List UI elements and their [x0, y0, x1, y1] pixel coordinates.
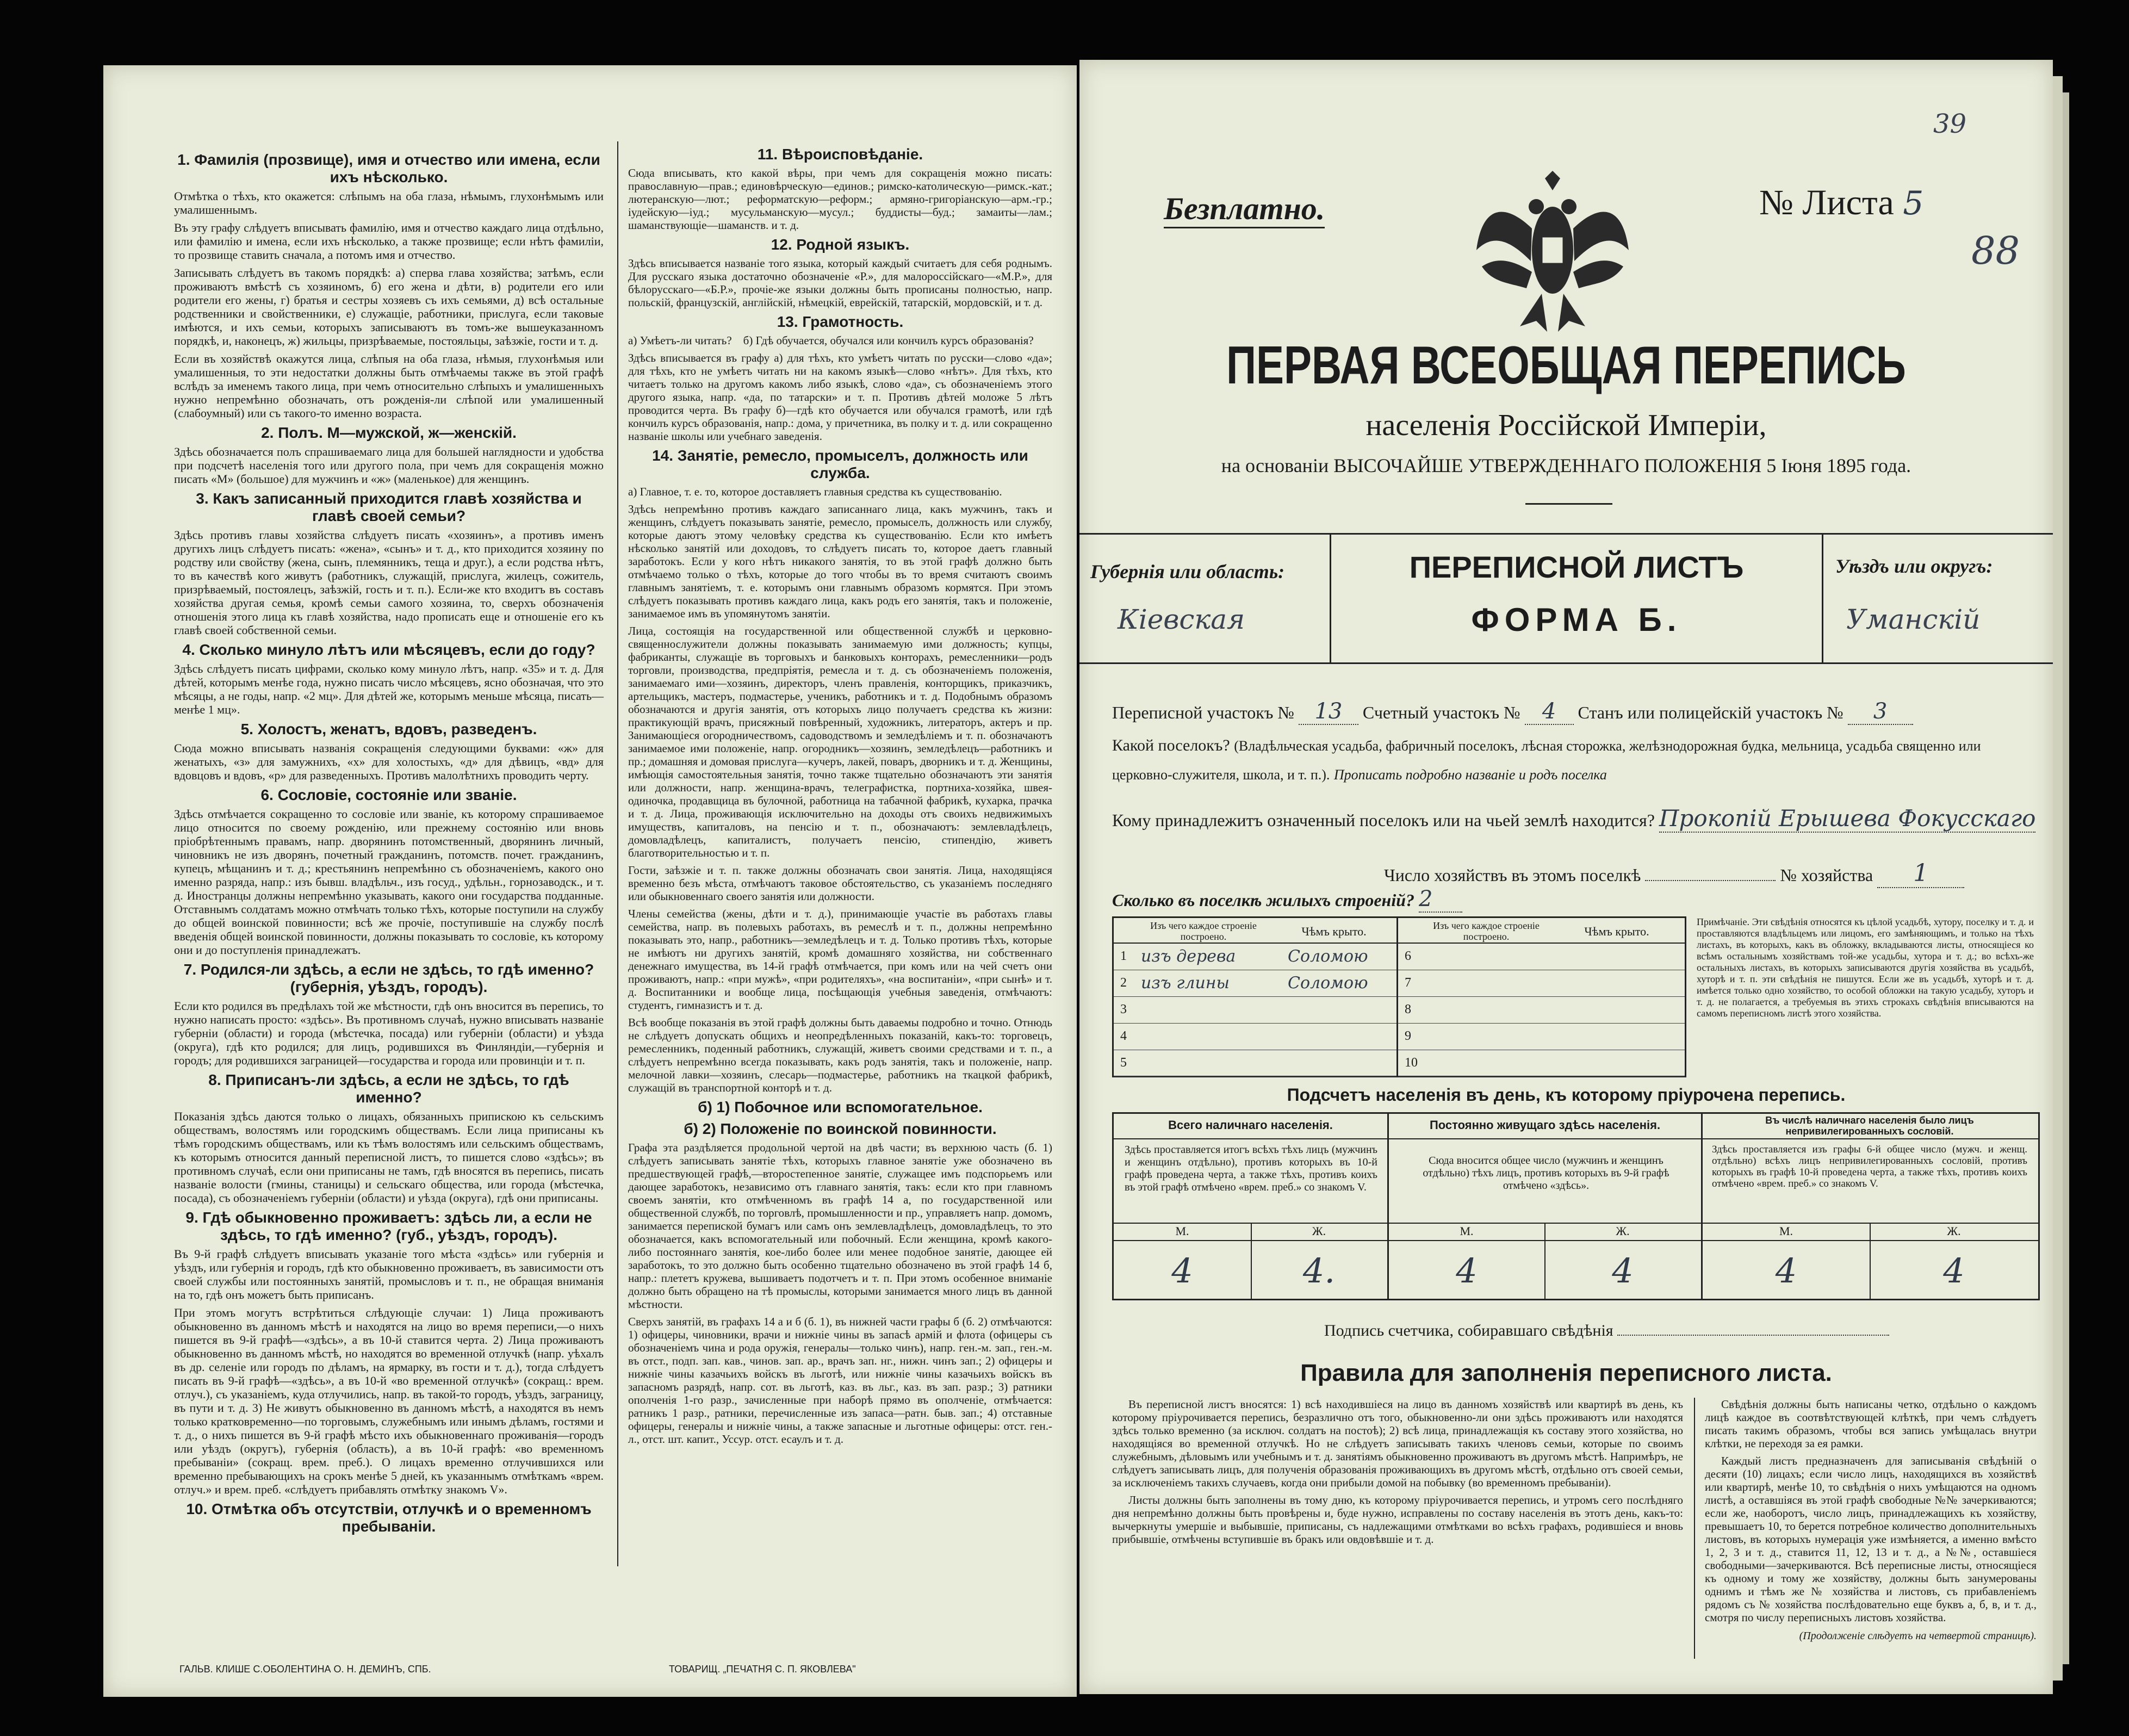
instruction-paragraph: Лица, состоящія на государственной или общественной службѣ и церковно-священнослужители должны показывать занимаемую ими должность; купцы, фабриканты, служащіе въ торговыхъ и банковыхъ конторахъ, ремесленники—родъ торговли, производства, предпріятія, ремесла и т. д. съ обозначеніемъ положенія, занимаемаго ими—хозяинъ, директоръ, членъ правленія, конторщикъ, приказчикъ, артельщикъ, мастеръ, подмастерье, ученикъ, работникъ и т. д. Подобнымъ образомъ обозначаются и другія занятія, отъ которыхъ лицо получаетъ средства къ жизни: практикующій врачъ, присяжный повѣренный, художникъ, литераторъ, актеръ и пр. Занимающіеся огородничествомъ, садоводствомъ и земледѣліемъ и т. п. обозначаютъ занимаемое ими положеніе, напр. огородникъ—хозяинъ, земледѣлецъ—работникъ и пр.; домашняя и домовая прислуга—кучеръ, лакей, поваръ, дворникъ и т. д. Женщины, имѣющія самостоятельныя занятія, точно также тщательно обозначаютъ эти занятія или должности, напр. женщина-врачъ, телеграфистка, портниха-хозяйка, швея-одиночка, продавщица въ булочной, работница на табачной фабрикѣ, кухарка, прачка и т. д. Лица, проживающія исключительно на доходы отъ своихъ недвижимыхъ имуществъ, капиталовъ, на пенсію и т. п., обозначаютъ: землевладѣлецъ, домовладѣлецъ, капиталистъ, получаетъ пенсію, стипендію, живетъ благотворительностью и т. п.: [628, 624, 1056, 859]
dotted-fill: [1645, 880, 1776, 881]
buildings-right: [1398, 944, 1685, 1077]
section-heading: 10. Отмѣтка объ отсутствіи, отлучкѣ и о временномъ пребываніи.: [186, 1501, 592, 1535]
rule: [1079, 662, 2053, 664]
section-heading: 6. Сословіе, состояніе или званіе.: [260, 786, 517, 803]
female-label: Ж.: [1312, 1224, 1326, 1238]
section-heading: 7. Родился-ли здѣсь, а если не здѣсь, то гдѣ именно? (губернія, уѣздъ, городъ).: [183, 961, 594, 995]
uchastok-label: Переписной участокъ №: [1112, 703, 1294, 722]
section-heading: б) 2) Положеніе по воинской повинности.: [684, 1120, 997, 1137]
build-head-a: Изъ чего каждое строеніе построено.: [1433, 920, 1540, 942]
building-roof: Соломою: [1288, 974, 1368, 993]
building-row: [1398, 997, 1685, 1024]
section-heading: 4. Сколько минуло лѣтъ или мѣсяцевъ, если до году?: [182, 641, 595, 658]
owner-value: Прокопій Ерышева Фокусскаго: [1659, 805, 2036, 832]
stan-label: Станъ или полицейскій участокъ №: [1578, 703, 1844, 722]
instruction-paragraph: Если кто родился въ предѣлахъ той же мѣстности, гдѣ онъ вносится въ перепись, то нужно написать просто: «здѣсь». Въ противномъ случаѣ, нужно вписывать названіе губерніи (области) и города (мѣстечка, посада) или губерніи (области) и уѣзда (округа), гдѣ кто родился; для лицъ, родившихся въ Финляндіи,—губернія и городъ; для родившихся заграницей—государства и города или провинціи и т. п.: [174, 999, 607, 1067]
podschet-table: [1112, 1112, 2040, 1300]
page-edge: [2063, 92, 2069, 1664]
owner-label: Кому принадлежитъ означенный поселокъ или на чьей землѣ находится?: [1112, 810, 1655, 830]
rule-paragraph: Въ переписной листъ вносятся: 1) всѣ находившіеся на лицо въ данномъ хозяйствѣ или квартирѣ въ день, къ которому пріурочивается перепись, безразлично отъ того, обыкновенно-ли они здѣсь проживаютъ или находятся здѣсь только временно (за исключ. солдатъ на постоѣ); 2) всѣ лица, принадлежащія къ составу этого хозяйства, но находящіяся во временной отлучкѣ. Но не слѣдуетъ записывать такихъ членовъ семьи, которые по своимъ служебнымъ, дѣловымъ или учебнымъ и т. д. занятіямъ обыкновенно проживаютъ въ другомъ мѣстѣ. Напримѣръ, не слѣдуетъ записывать лицъ, для полученія образованія проживающихъ въ другомъ мѣстѣ, отдѣльно отъ своей семьи, за исключеніемъ такихъ случаевъ, когда они прибыли домой на побывку (во временномъ пребываніи).: [1112, 1398, 1686, 1489]
rules-left-column: [1112, 1398, 1686, 1550]
h2: Постоянно живущаго здѣсь населенія.: [1429, 1118, 1661, 1132]
poselok-label: Какой поселокъ?: [1112, 736, 1230, 754]
census-basis: на основаніи ВЫСОЧАЙШЕ УТВЕРЖДЕННАГО ПОЛОЖЕНІЯ 5 Іюня 1895 года.: [1221, 455, 1911, 476]
building-number: 4: [1120, 1029, 1127, 1043]
instruction-paragraph: Сюда вписывать, кто какой вѣры, при чемъ для сокращенія можно писать: православную—прав.; единовѣрческую—единов.; римско-католическую—римск.-кат.; лютеранскую—лют.; реформатскую—реформ.; армяно-григоріанскую—арм.-гр.; іудейскую—іуд.; мусульманскую—мусул.; буддисты—буд.; замаиты—лам.; шаманствующіе—шаманств. и т. д.: [628, 166, 1056, 232]
schetny-label: Счетный участокъ №: [1362, 703, 1520, 722]
podschet-title: Подсчетъ населенія въ день, къ которому пріурочена перепись.: [1287, 1085, 1846, 1105]
section-heading: 1. Фамилія (прозвище), имя и отчество или имена, если ихъ нѣсколько.: [177, 151, 600, 185]
poselok-note: Прописать подробно названіе и родъ поселка: [1333, 767, 1607, 783]
building-row: [1114, 944, 1396, 970]
page-edge: [2053, 76, 2063, 1681]
sheet-number-label: № Листа: [1759, 183, 1894, 222]
right-page: [1079, 60, 2053, 1694]
building-number: 8: [1405, 1002, 1411, 1016]
h3: Въ числѣ наличнаго населенія было лицъ непривилегированныхъ сословій.: [1765, 1115, 1974, 1137]
buildings-table: [1112, 916, 1686, 1077]
section-heading: б) 1) Побочное или вспомогательное.: [698, 1099, 983, 1115]
building-number: 1: [1120, 949, 1127, 963]
building-number: 3: [1120, 1002, 1127, 1016]
building-row: [1114, 1050, 1396, 1077]
population-count: 4: [1171, 1251, 1193, 1291]
instruction-paragraph: Сверхъ занятій, въ графахъ 14 а и б (б. 1), въ нижней части графы б (б. 2) отмѣчаются: 1) офицеры, чиновники, врачи и нижніе чины въ запасѣ армій и флота (офицеры съ обозначеніемъ чина и рода оружія, генералы—только чинъ), напр. ген.-м. зап., ген.-м. въ отст., подп. зап. кав., чинов. зап. ар., врачъ зап. нг., нижн. чинъ зап.; 2) офицеры и нижніе чины казачьихъ войскъ въ льготѣ, или нижніе чины казачьихъ войскъ въ запасномъ разрядѣ, напр. сот. въ льготѣ, каз. въ льг., каз. въ зап. разр.; 3) ратники ополченія 1-го разр., зачисленные при наборѣ прямо въ ополченіе, отмѣчается: ратникъ 1 разр., ратники, перечисленные изъ запаса—ратн. быв. зап.; 4) отставные офицеры, генералы и нижніе чины, а также запасные и льготные офицеры: отст. ген.-л., отст. шт. капит., Уссур. отст. есаулъ и т. д.: [628, 1315, 1056, 1446]
female-label: Ж.: [1947, 1224, 1961, 1238]
build-head-b: Чѣмъ крыто.: [1301, 925, 1367, 938]
uchastok-value: 13: [1299, 699, 1358, 725]
poselok-text: (Владѣльческая усадьба, фабричный поселокъ, лѣсная сторожка, желѣзнодорожная будка, мельница, усадьба священно или церковно-служителя, школа, и т. п.).: [1112, 738, 1981, 783]
building-number: 10: [1405, 1056, 1418, 1070]
hoz-row: [1384, 859, 2037, 888]
signature-label: Подпись счетчика, собиравшаго свѣдѣнія: [1324, 1322, 1613, 1340]
instruction-paragraph: Члены семейства (жены, дѣти и т. д.), принимающіе участіе въ работахъ главы семейства, напр. въ полевыхъ работахъ, въ ремеслѣ и т. п., должны непремѣнно показывать это, напр., работникъ—земледѣлецъ и т. д. Только противъ тѣхъ, которые не имѣютъ ни другихъ занятій, кромѣ домашняго хозяйства, ни собственнаго денежнаго имущества, въ 14-й графѣ отмѣчается, при комъ или на чей счетъ они проживаютъ, напр.: «при мужѣ», «при родителяхъ», «на воспитаніи», «при сынѣ» и т. д. Воспитанники и вообще лица, посѣщающія учебныя заведенія, отмѣчаютъ: студентъ, гимназистъ и т. д.: [628, 907, 1056, 1012]
printer-footer: ГАЛЬВ. КЛИШЕ С.ОБОЛЕНТИНА О. Н. ДЕМИНЪ, СПБ.: [179, 1664, 431, 1675]
instruction-paragraph: Показанія здѣсь даются только о лицахъ, обязанныхъ припискою къ сельскимъ обществамъ, волостямъ или городскимъ обществамъ. Если лица приписаны къ тѣмъ городскимъ обществамъ, или къ тѣмъ волостямъ или сельскимъ обществамъ, къ которымъ относится данный переписной листъ, то пишется слово «здѣсь»; въ противномъ случаѣ, если они приписаны не тамъ, гдѣ вносятся въ перепись, писать названіе волости (гмины, станицы) и сельскаго общества, или города (мѣстечка, посада), съ обозначеніемъ губерніи (области) и уѣзда (округа), гдѣ они приписаны.: [174, 1109, 607, 1205]
poselok-row: [1112, 731, 2037, 789]
building-row: [1398, 1024, 1685, 1050]
instruction-paragraph: Графа эта раздѣляется продольной чертой на двѣ части; въ верхнюю часть (б. 1) слѣдуетъ записывать занятіе тѣхъ, которыхъ главное занятіе уже обозначено въ предшествующей графѣ,—второстепенное занятіе, служащее имъ подспорьемъ или дающее заработокъ, независимо отъ главнаго занятія, такъ: если кто при главномъ своемъ занятіи, кто отмѣченномъ въ графѣ 14 а, по государственной или общественной службѣ, по торговлѣ, промышленности и пр., управляетъ напр. домомъ, занимается перепиской бумагъ или самъ онъ землевладѣлецъ, домовладѣлецъ, то это обозначается, какъ вспомогательный или побочный. Если женщина, кромѣ какого-либо постояннаго занятія, кое-либо более или менее подобное занятіе, дающее ей заработокъ, то это должно быть особенно тщательно обозначено въ этой графѣ 14 б, напр.: плететъ кружева, вышиваетъ подотчетъ и т. п. При этомъ особенное вниманіе должно быть обращено на тѣ промыслы, которыми занимается много лицъ въ данной мѣстности.: [628, 1141, 1056, 1311]
section-heading: 3. Какъ записанный приходится главѣ хозяйства и главѣ своей семьи?: [196, 490, 582, 524]
instruction-paragraph: Здѣсь отмѣчается сокращенно то сословіе или званіе, къ которому спрашиваемое лицо относится по своему рожденію, или прежнему состоянію или вновь пріобрѣтеннымъ правамъ, напр. дворянинъ потомственный, дворянинъ личный, чиновникъ не изъ дворянъ, почетный гражданинъ, потомств. почет. гражданинъ, купецъ, мѣщанинъ и т. д.; крестьянинъ непремѣнно съ обозначеніемъ, какого оно именно разряда, напр.: изъ бывш. владѣльч., изъ госуд., удѣльн., горнозаводск., и т. д. Иностранцы должны непремѣнно указывать, какого они государства подданные. Отставнымъ солдатамъ можно отмѣчать только тѣхъ, которые поступили на службу до общей воинской повинности; всѣ же прочіе, поступившіе на службу послѣ введенія общей воинской повинности, должны показывать то сословіе, къ которому они и до поступленія принадлежатъ.: [174, 807, 607, 957]
section-heading: 5. Холостъ, женатъ, вдовъ, разведенъ.: [240, 721, 537, 737]
instruction-paragraph: Сюда можно вписывать названія сокращенія следующими буквами: «ж» для женатыхъ, «з» для замужнихъ, «х» для холостыхъ, «д» для дѣвицъ, «вд» для вдовцовъ и вдовъ, «р» для разведенныхъ. Противъ малолѣтнихъ проводить черту.: [174, 741, 607, 782]
signature-row: [1324, 1322, 1889, 1340]
female-label: Ж.: [1616, 1224, 1630, 1238]
building-number: 7: [1405, 976, 1411, 990]
instruction-paragraph: При этомъ могутъ встрѣтиться слѣдующіе случаи: 1) Лица проживаютъ обыкновенно въ данномъ мѣстѣ и находятся на лицо во время переписи,—о нихъ пишется въ 9-й графѣ—«здѣсь», а въ 10-й ставится черта. 2) Лица проживаютъ обыкновенно въ данномъ мѣстѣ, но находятся во временной отлучкѣ (напр. уѣхалъ въ др. селеніе или городъ по дѣламъ, на ярмарку, въ гости и т. д.), тогда слѣдуетъ писать въ 9-й графѣ—«здѣсь», а въ 10-й «во временной отлучкѣ» (сокращ.: врем. отлуч.), съ указаніемъ, куда отлучились, напр. въ такой-то городъ, уѣздъ, заграницу, въ пути и т. д. 3) Не живутъ обыкновенно въ данномъ мѣстѣ, а находятся въ немъ только кратковременно—по торговымъ, служебнымъ или инымъ дѣламъ, гостями и т. д., о нихъ пишется въ 9-й графѣ мѣсто ихъ обыкновеннаго проживанія—городъ или уѣздъ (округъ), губернія (область), а въ 10-й графѣ: «во временномъ пребываніи» (сокращ. врем. преб.). О лицахъ временно отлучившихся или временно пребывающихъ на срокъ менѣе 5 дней, къ указаннымъ отмѣткамъ «врем. отлуч.» и врем. преб. «слѣдуетъ прибавлять отмѣтку знакомъ V».: [174, 1306, 607, 1496]
rule: [1079, 533, 2053, 535]
building-number: 5: [1120, 1056, 1127, 1070]
section-heading: 9. Гдѣ обыкновенно проживаетъ: здѣсь ли, а если не здѣсь, то гдѣ именно? (губ., уѣздъ, городъ).: [185, 1209, 592, 1243]
stroeniy-label: Сколько въ поселкѣ жилыхъ строеній?: [1112, 890, 1414, 910]
building-row: [1114, 997, 1396, 1024]
building-number: 2: [1120, 976, 1127, 990]
building-roof: Соломою: [1288, 947, 1368, 966]
rule-paragraph: Листы должны быть заполнены въ тому дню, къ которому пріурочивается перепись, и утромъ сего послѣдняго дня непремѣнно должны быть провѣрены и, буде нужно, исправлены по составу населенія въ этотъ день, какъ-то: вычеркнуты умершіе и выбывшіе, приписаны, съ надлежащими отмѣтками во всѣхъ графахъ, родившіеся и вновь прибывшіе, отмѣчены вступившіе въ бракъ или овдовѣвшіе и т. д.: [1112, 1493, 1686, 1546]
h1: Всего наличнаго населенія.: [1168, 1118, 1333, 1132]
instruction-paragraph: Здѣсь слѣдуетъ писать цифрами, сколько кому минуло лѣтъ, напр. «35» и т. д. Для дѣтей, которымъ менѣе года, нужно писать число мѣсяцевъ, ясно обозначая, что это мѣсяцы, а не годы, напр. «2 мц». Для дѣтей же, которымъ меньше мѣсяца, писать—менѣе 1 мц».: [174, 662, 607, 716]
male-label: М.: [1175, 1224, 1189, 1238]
build-head-b: Чѣмъ крыто.: [1584, 925, 1649, 938]
rule: [1822, 533, 1823, 664]
column-divider: [617, 141, 618, 1566]
stroeniy-row: [1112, 886, 1462, 913]
building-row: [1398, 1050, 1685, 1077]
rules-title: Правила для заполненія переписного листа.: [1300, 1360, 1832, 1386]
instructions-column-1: [174, 147, 607, 1539]
population-count: 4.: [1302, 1251, 1336, 1291]
list-title: ПЕРЕПИСНОЙ ЛИСТЪ: [1409, 550, 1744, 584]
instruction-paragraph: Въ эту графу слѣдуетъ вписывать фамилію, имя и отчество каждаго лица отдѣльно, или фамилію и имена, если ихъ нѣсколько, а также прозвище; если нѣтъ фамиліи, то прозвище ставить сначала, а потомъ имя и отчество.: [174, 221, 607, 262]
schetny-value: 4: [1525, 699, 1574, 725]
population-count: 4: [1612, 1251, 1634, 1291]
section-heading: 11. Вѣроисповѣданіе.: [757, 146, 923, 163]
building-material: изъ дерева: [1141, 947, 1236, 966]
counts-row: [1114, 1241, 2038, 1299]
instructions-column-2: [628, 141, 1056, 1450]
sheet-number-value: 5: [1903, 184, 1924, 222]
dotted-fill: [1617, 1335, 1889, 1336]
uchastok-row: [1112, 699, 2037, 725]
form-label: ФОРМА Б.: [1471, 602, 1682, 638]
gubernia-label: Губернія или область:: [1090, 561, 1285, 582]
buildings-left: [1114, 944, 1396, 1077]
instruction-paragraph: Если въ хозяйствѣ окажутся лица, слѣпыя на оба глаза, нѣмыя, глухонѣмыя или умалишенныя, то эти недостатки должны быть отмѣчаемы также въ этой графѣ вслѣдъ за именемъ такого лица, при чемъ относительно слѣпыхъ и умалишенныхъ нужно непремѣнно обозначать, отъ рожденія-ли слѣпой или умалишенный (слабоумный) или съ такого-то именно возраста.: [174, 352, 607, 420]
section-heading: 12. Родной языкъ.: [771, 236, 910, 253]
t3: Здѣсь проставляется изъ графы 6-й общее число (мужч. и женщ. отдѣльно) всѣхъ лицъ непривилегированныхъ сословій, противъ которыхъ въ графѣ 10-й проведена черта, а также тѣхъ, противъ коихъ отмѣчено «врем. преб.» со знакомъ V.: [1712, 1144, 2030, 1189]
section-heading: 14. Занятіе, ремесло, промыселъ, должность или служба.: [652, 447, 1028, 481]
section-heading: 2. Полъ. М—мужской, ж—женскій.: [261, 424, 517, 441]
rules-right-column: [1705, 1398, 2040, 1648]
section-heading: 8. Приписанъ-ли здѣсь, а если не здѣсь, то гдѣ именно?: [208, 1071, 569, 1106]
divider: [1525, 503, 1612, 505]
uezd-value: Уманскій: [1846, 604, 1981, 635]
building-row: [1114, 970, 1396, 997]
male-label: М.: [1779, 1224, 1793, 1238]
instruction-paragraph: Гости, заѣзжіе и т. п. также должны обозначать свои занятія. Лица, находящіяся временно безъ мѣста, отмѣчаютъ таковое обстоятельство, съ указаніемъ последняго или обыкновеннаго своего занятія или должности.: [628, 864, 1056, 903]
rules-divider: [1694, 1398, 1695, 1659]
sheet-number: [1759, 182, 1923, 224]
population-count: 4: [1943, 1251, 1965, 1291]
mz-header-row: [1114, 1223, 2038, 1240]
page-number: 39: [1933, 109, 1967, 139]
hoz-count-label: Число хозяйствъ въ этомъ поселкѣ: [1384, 865, 1641, 885]
male-label: М.: [1460, 1224, 1474, 1238]
t1: Здѣсь проставляется итогъ всѣхъ тѣхъ лицъ (мужчинъ и женщинъ отдѣльно), противъ которыхъ въ 10-й графѣ проведена черта, а также тѣхъ, противъ коихъ въ этой графѣ отмѣчено «врем. преб.» со знакомъ V.: [1125, 1144, 1380, 1193]
instruction-paragraph: а) Главное, т. е. то, которое доставляетъ главныя средства къ существованію.: [628, 485, 1002, 498]
buildings-note: Примѣчаніе. Эти свѣдѣнія относятся къ цѣлой усадьбѣ, хутору, поселку и т. д. и проставляются владѣльцемъ или лицомъ, его замѣняющимъ, и только на тѣхъ листахъ, въ которыхъ, какъ въ обложку, вкладываются листы, относящіеся ко всѣмъ остальнымъ хозяйствамъ той-же усадьбы, хутора и т. д.; во всѣхъ-же остальныхъ листахъ, въ которыхъ записываются другія хозяйства въ усадьбѣ, хуторѣ и т. п. эти свѣдѣнія не пишутся. Если же въ усадьбѣ, хуторѣ и т. д. имѣется только одно хозяйство, то особой обложки на такую усадьбу, хуторъ и т. д. не полагается, а требуемыя въ этихъ строкахъ свѣдѣнія вписываются на самомъ переписномъ листѣ этого хозяйства.: [1697, 916, 2037, 1019]
free-label: Безплатно.: [1164, 190, 1325, 228]
instruction-paragraph: Въ 9-й графѣ слѣдуетъ вписывать указаніе того мѣста «здѣсь» или губернія и уѣздъ, или губернія и городъ, гдѣ кто обыкновенно проживаетъ, въ зависимости отъ своей службы или постоянныхъ занятій, промысловъ и т. п., не обращая вниманія на то, гдѣ онъ можетъ быть приписанъ.: [174, 1247, 607, 1301]
instruction-paragraph: Здѣсь обозначается полъ спрашиваемаго лица для большей наглядности и удобства при подсчетѣ населенія того или другого пола, при чемъ для сокращенія можно писать «М» (большое) для мужчинъ и «ж» (маленькое) для женщинъ.: [174, 445, 607, 486]
instruction-paragraph: Здѣсь непремѣнно противъ каждаго записаннаго лица, какъ мужчинъ, такъ и женщинъ, слѣдуетъ показывать занятіе, ремесло, промыселъ, должность или службу, которые даютъ этому человѣку средства къ существованію. Если кто имѣетъ нѣсколько занятій или доходовъ, то слѣдуетъ писать то, которое даетъ главный заработокъ. Если у кого нѣтъ никакого занятія, то въ этой графѣ должно быть отмѣчаемо только о тѣхъ, которые до того чтобы въ то время считаютъ своимъ главнымъ занятіемъ, т. е. которымъ они главнымъ образомъ кормятся. При этомъ слѣдуетъ показывать противъ каждаго лица, какъ родъ его занятія, такъ и положеніе, занимаемое имъ въ упомянутомъ занятіи.: [628, 503, 1056, 620]
imperial-eagle-icon: [1471, 169, 1634, 337]
population-count: 4: [1456, 1251, 1478, 1291]
left-page: [103, 65, 1077, 1697]
population-count: 4: [1775, 1251, 1797, 1291]
rule: [1114, 1138, 2038, 1139]
building-number: 9: [1405, 1029, 1411, 1043]
instruction-paragraph: Здѣсь вписывается названіе того языка, который каждый считаетъ для себя роднымъ. Для русскаго языка достаточно обозначеніе «Р.», для малороссійскаго—«М.Р.», для бѣлорусскаго—«Б.Р.», прочіе-же языки должны быть прописаны полностью, напр. польскій, французскій, англійскій, нѣмецкій, еврейскій, татарскій, мордовскій, и т. д.: [628, 257, 1056, 309]
uezd-label: Уѣздъ или округъ:: [1835, 555, 1993, 577]
rule-paragraph: Свѣдѣнія должны быть написаны четко, отдѣльно о каждомъ лицѣ каждое въ соотвѣтствующей клѣткѣ, при чемъ слѣдуетъ писать такимъ образомъ, чтобы вся запись умѣщалась внутри клѣтки, не переходя за ея рамки.: [1705, 1398, 2040, 1450]
instruction-paragraph: Записывать слѣдуетъ въ такомъ порядкѣ: а) сперва глава хозяйства; затѣмъ, если проживаютъ вмѣстѣ съ хозяиномъ, б) его жена и дѣти, в) родители его или родители его жены, г) братья и сестры хозяевъ съ ихъ семьями, д) всѣ остальные родственники и свойственники, е) служащіе, работники, прислуга, если таковые имѣются, и ихъ семьи, которыхъ записываютъ въ томъ-же вышеуказанномъ порядкѣ, и, наконецъ, ж) жильцы, призрѣваемые, постояльцы, заѣзжіе, гости и т. д.: [174, 266, 607, 348]
owner-row: [1112, 805, 2037, 832]
stroeniy-value: 2: [1419, 886, 1462, 913]
stan-value: 3: [1848, 699, 1913, 725]
hoz-no-label: № хозяйства: [1780, 865, 1873, 885]
continuation-note: (Продолженіе слѣдуетъ на четвертой страницѣ).: [1799, 1630, 2037, 1642]
instruction-paragraph: Здѣсь вписывается въ графу а) для тѣхъ, кто умѣетъ читать по русски—слово «да»; для тѣхъ, кто не умѣетъ читать ни на какомъ языкѣ—слово «нѣтъ». Для тѣхъ, кто читаетъ только на другомъ какомъ либо языкѣ, слово «да», съ обозначеніемъ этого другого языка, напр. «да, по татарски» и т. п. Противъ дѣтей моложе 5 лѣтъ проводится черта. Въ графу б)—гдѣ кто обучается или обучался грамотѣ, или гдѣ кончилъ курсъ образованія, напр.: дома, у причетника, въ полку и т. д. или сокращенно названіе школы или учебнаго заведенія.: [628, 351, 1056, 443]
building-row: [1114, 1024, 1396, 1050]
census-title: ПЕРВАЯ ВСЕОБЩАЯ ПЕРЕПИСЬ: [1226, 335, 1906, 395]
instruction-paragraph: Отмѣтка о тѣхъ, кто окажется: слѣпымъ на оба глаза, нѣмымъ, глухонѣмымъ или умалишеннымъ.: [174, 189, 607, 216]
build-head-a: Изъ чего каждое строеніе построено.: [1150, 920, 1257, 942]
corner-handwritten-number: 88: [1971, 228, 2020, 273]
t2: Сюда вносится общее число (мужчинъ и женщинъ отдѣльно) тѣхъ лицъ, противъ которыхъ въ 9-й графѣ отмѣчено «здѣсь».: [1423, 1155, 1672, 1192]
building-material: изъ глины: [1141, 974, 1230, 993]
rule-paragraph: Каждый листъ предназначенъ для записыванія свѣдѣній о десяти (10) лицахъ; если число лицъ, находящихся въ хозяйствѣ или квартирѣ, менѣе 10, то свѣдѣнія о нихъ умѣщаются на одномъ листѣ, а оставшіяся въ этой графѣ свободные №№ зачеркиваются; если же, наоборотъ, число лицъ, принадлежащихъ къ хозяйству, превышаетъ 10, то берется потребное количество дополнительныхъ листовъ, въ которыхъ нумерація уже измѣняется, а именно вмѣсто 1, 2, 3 и т. д., ставится 11, 12, 13 и т. д., а №№, оставшіеся свободными—зачеркиваются. Всѣ переписные листы, относящіеся къ одному и тому же хозяйству, должны быть занумерованы однимъ и тѣмъ же № хозяйства и листовъ, съ прибавленіемъ рядомъ съ № хозяйства послѣдовательно еще буквъ а, б, в, и т. д., смотря по числу переписныхъ листовъ хозяйства.: [1705, 1454, 2040, 1624]
building-number: 6: [1405, 949, 1411, 963]
building-row: [1398, 970, 1685, 997]
census-subtitle: населенія Россійской Имперіи,: [1365, 408, 1767, 442]
printer-footer: ТОВАРИЩ. „ПЕЧАТНЯ С. П. ЯКОВЛЕВА": [669, 1664, 856, 1675]
building-row: [1398, 944, 1685, 970]
instruction-paragraph: Здѣсь противъ главы хозяйства слѣдуетъ писать «хозяинъ», а противъ именъ другихъ лицъ слѣдуетъ писать: «жена», «сынъ» и т. д., кто приходится хозяину по родству или свойству (жена, сынъ, племянникъ, теща и друг.), а если родства нѣтъ, то въ качествѣ кого живутъ (работникъ, служащій, прислуга, жилецъ, сожитель, призрѣваемый, постоялецъ, заѣзжій, гость и т. п.). Если-же кто входитъ въ составъ хозяйства другая семья, кромѣ семьи самого хозяина, то, сверхъ обозначенія отношенія этого лица къ главѣ хозяйства, надо прописать еще и отношеніе его къ главѣ своей собственной семьи.: [174, 528, 607, 637]
section-heading: 13. Грамотность.: [777, 313, 904, 330]
hoz-no-value: 1: [1877, 859, 1964, 888]
gubernia-value: Кіевская: [1118, 604, 1245, 635]
instruction-paragraph: а) Умѣетъ-ли читать? б) Гдѣ обучается, обучался или кончилъ курсъ образованія?: [628, 334, 1034, 347]
instruction-paragraph: Всѣ вообще показанія въ этой графѣ должны быть даваемы подробно и точно. Отнюдь не слѣдуетъ допускать общихъ и неопредѣленныхъ показаній, какъ-то: торговецъ, ремесленникъ, поденный работникъ, служащій, живетъ своими средствами и т. п., а слѣдуетъ непремѣнно всегда показывать, какъ родъ занятія, такъ и положеніе, напр. мелочной лавки—хозяинъ, слесарь—подмастерье, работникъ на ткацкой фабрикѣ, служащій въ транспортной конторѣ и т. д.: [628, 1016, 1056, 1094]
form-header: [1079, 533, 2053, 666]
